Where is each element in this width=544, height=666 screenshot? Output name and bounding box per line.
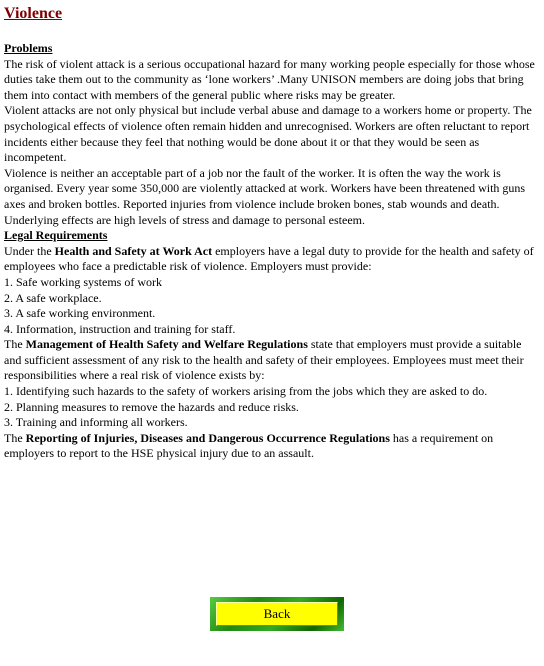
hswa-prefix: Under the (4, 243, 55, 258)
mhsw-prefix: The (4, 337, 26, 352)
list-item: 2. A safe workplace. (4, 290, 102, 305)
problems-paragraph: The risk of violent attack is a serious occupational hazard for many working people especially for those whose duties take them out to the community as ‘lone workers’ .Many UNISON members are doing jobs that bring them into contact with members of the general public where risks may be greater. (4, 56, 535, 102)
mhsw-suffix: state that employers must provide a suitable and sufficient assessment of any risk to the health and safety of their employees. Employees must meet their responsibilities where a real risk of violence exists by: (4, 337, 524, 383)
list-item: 3. A safe working environment. (4, 306, 156, 321)
list-item: 1. Safe working systems of work (4, 274, 162, 289)
mhsw-regulation-name: Management of Health Safety and Welfare Regulations (25, 337, 308, 352)
legal-heading: Legal Requirements (4, 228, 108, 243)
problems-paragraph: Violence is neither an acceptable part of a job nor the fault of the worker. It is often the way the work is organised. Every year some 350,000 are violently attacked at work. Workers have been threatened with guns axes and broken bottles. Reported injuries from violence include broken bones, stab wounds and death. Underlying effects are high levels of stress and damage to personal esteem. (4, 165, 526, 227)
list-item: 1. Identifying such hazards to the safety of workers arising from the jobs which they are asked to do. (4, 384, 488, 399)
page-title: Violence (4, 5, 63, 22)
riddor-paragraph (4, 431, 540, 462)
hswa-paragraph (4, 244, 540, 275)
problems-heading: Problems (4, 41, 53, 55)
mhsw-paragraph (4, 337, 540, 384)
legal-section (4, 228, 540, 462)
riddor-regulation-name: Reporting of Injuries, Diseases and Dangerous Occurrence Regulations (25, 430, 390, 445)
back-button-frame (210, 597, 344, 631)
hswa-suffix: employers have a legal duty to provide for the health and safety of employees who face a predictable risk of violence. Employers must provide: (4, 243, 534, 274)
list-item: 2. Planning measures to remove the hazards and reduce risks. (4, 399, 299, 414)
list-item: 3. Training and informing all workers. (4, 415, 188, 430)
riddor-suffix: has a requirement on employers to report to the HSE physical injury due to an assault. (4, 430, 494, 461)
back-button[interactable]: Back (216, 602, 338, 626)
riddor-prefix: The (4, 430, 26, 445)
list-item: 4. Information, instruction and training for staff. (4, 321, 236, 336)
problems-paragraph: Violent attacks are not only physical but include verbal abuse and damage to a workers home or property. The psychological effects of violence often remain hidden and unrecognised. Workers are often reluctant to report incidents either because they feel that nothing would be done about it or that they would be seen as incompetent. (4, 103, 532, 165)
problems-section (4, 41, 540, 228)
hswa-act-name: Health and Safety at Work Act (54, 243, 213, 258)
page-content (4, 4, 540, 462)
